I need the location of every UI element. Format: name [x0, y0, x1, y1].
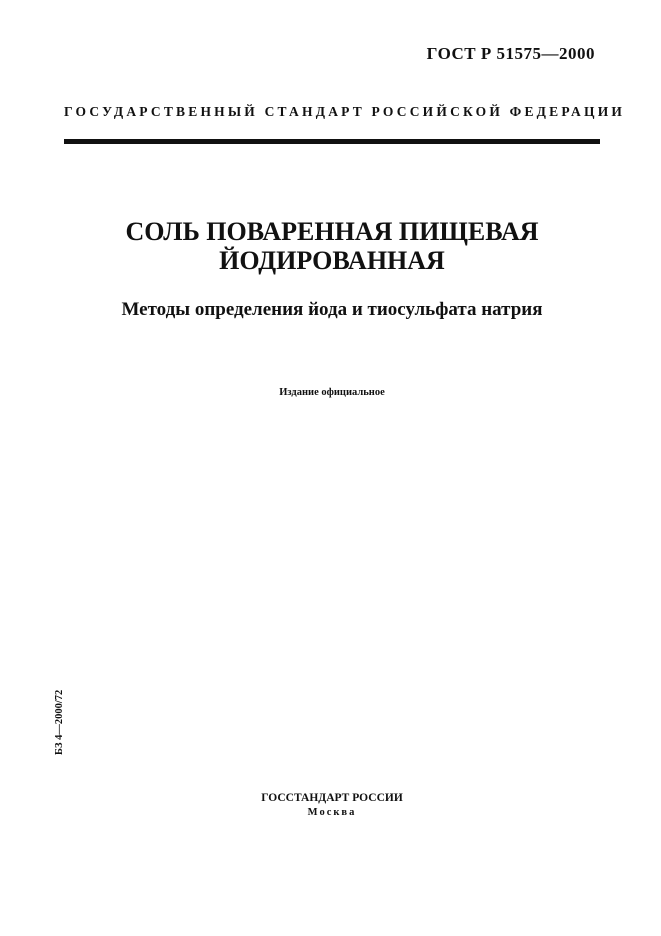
header-divider	[64, 139, 600, 144]
document-title-line-2: ЙОДИРОВАННАЯ	[219, 246, 445, 275]
publisher-city: Москва	[307, 807, 357, 818]
side-catalog-code: БЗ 4—2000/72	[54, 689, 65, 755]
document-title	[64, 217, 600, 275]
document-subtitle: Методы определения йода и тиосульфата натрия	[121, 299, 543, 320]
edition-note: Издание официальное	[279, 387, 385, 398]
publisher-name: ГОССТАНДАРТ РОССИИ	[261, 792, 403, 804]
document-title-line-1: СОЛЬ ПОВАРЕННАЯ ПИЩЕВАЯ	[125, 217, 539, 246]
state-standard-heading: ГОСУДАРСТВЕННЫЙ СТАНДАРТ РОССИЙСКОЙ ФЕДЕРАЦИИ	[64, 104, 626, 119]
document-code: ГОСТ Р 51575—2000	[426, 44, 595, 63]
